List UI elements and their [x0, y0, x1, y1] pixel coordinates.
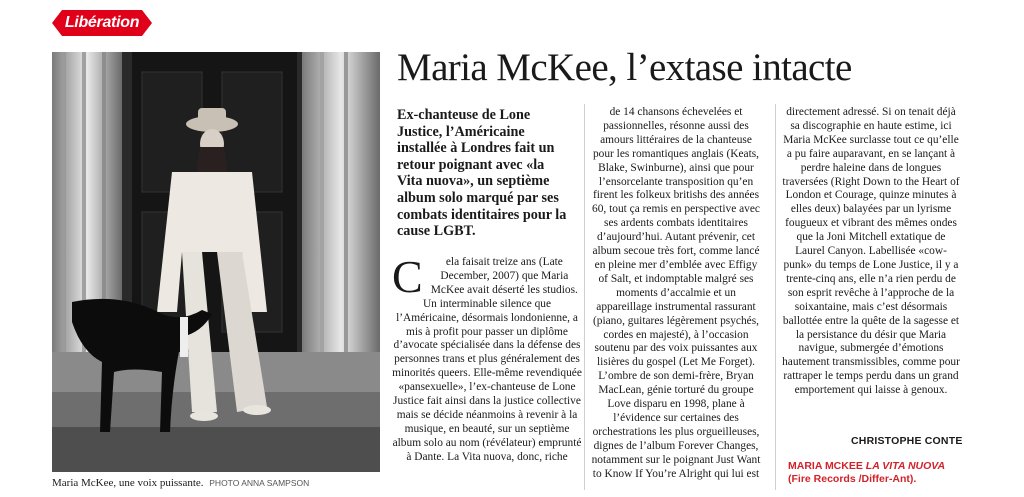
album-label: (Fire Records /Differ-Ant). [788, 473, 917, 485]
album-title: LA VITA NUOVA [865, 460, 946, 472]
body-text-3: directement adressé. Si on tenait déjà sa discographie en haute estime, ici Maria McKee surclasse tout ce qu’elle a pu faire auparavant, en se lançant à perdre haleine dans de longues traversées (Right Down to the Heart of London et Courage, quinze minutes à elles deux) balayées par un lyrisme fougueux et vibrant des mêmes ondes que la Joni Mitchell extatique de Laurel Canyon. Labellisée «cow-punk» du temps de Lone Justice, il y a trente-cinq ans, elle n’a rien perdu de son esprit revêche à l’approche de la soixantaine, mais c’est désormais ballottée entre la quête de la sagesse et la persistance du désir que Maria navigue, submergée d’émotions hautement transmissibles, comme pour rattraper le temps perdu dans un grand emportement qui laisse à genoux. [782, 106, 960, 397]
album-artist: MARIA MCKEE [788, 460, 863, 472]
body-column-1 [392, 251, 582, 465]
photo-illustration [52, 52, 380, 472]
album-line-1 [788, 460, 945, 473]
author-signature: CHRISTOPHE CONTE [851, 435, 963, 447]
photo-caption [52, 477, 392, 490]
article-standfirst: Ex-chanteuse de Lone Justice, l’Américaine installée à Londres fait un retour poignant avec «la Vita nuova», un septième album solo marqué par ses combats identitaires pour la cause LGBT. [397, 107, 567, 240]
article-photo [52, 52, 380, 472]
column-rule [584, 104, 585, 490]
body-text-1: ela faisait treize ans (Late December, 2007) que Maria McKee avait déserté les studios. Un interminable silence que l’Américaine, désormais londonienne, a mis à profit pour passer un diplôme d’avocate spécialisée dans la défense des personnes trans et plus généralement des minorités queers. Elle-même revendiquée «pansexuelle», l’ex-chanteuse de Lone Justice fait ainsi dans la justice collective mais se décide néanmoins à revenir à la musique, en beauté, sur un septième album solo au nom (révélateur) emprunté à Dante. La Vita nuova, donc, riche [392, 256, 582, 463]
article-headline: Maria McKee, l’extase intacte [397, 46, 852, 89]
column-rule [775, 104, 776, 490]
liberation-logo [52, 10, 152, 36]
album-info [788, 460, 945, 486]
photo-credit: PHOTO ANNA SAMPSON [209, 478, 310, 488]
body-column-2 [590, 106, 762, 481]
body-text-2: de 14 chansons échevelées et passionnelles, résonne aussi des amours littéraires de la chanteuse pour les romantiques anglais (Keats, Blake, Swinburne), ainsi que pour l’ensorcelante transposition qu’en firent les folkeux britishs des années 60, tout ça remis en perspective avec ses ardents combats identitaires d’aujourd’hui. Autant prévenir, cet album secoue très fort, comme lancé en pleine mer d’emblée avec Effigy of Salt, et indomptable malgré ses moments d’accalmie et un appareillage instrumental rassurant (piano, guitares légèrement psychés, cordes en majesté), à l’occasion soutenu par des voix puissantes aux lisières du gospel (Let Me Forget). L’ombre de son demi-frère, Bryan MacLean, génie torturé du groupe Love disparu en 1998, plane à l’évidence sur certaines des orchestrations les plus orgueilleuses, dignes de l’album Forever Changes, notamment sur le poignant Just Want to Know If You’re Alright qui lui est [591, 106, 761, 480]
drop-cap: C [392, 251, 423, 302]
caption-text: Maria McKee, une voix puissante. [52, 477, 204, 489]
body-column-3 [782, 106, 960, 398]
logo-text: Libération [64, 14, 140, 31]
